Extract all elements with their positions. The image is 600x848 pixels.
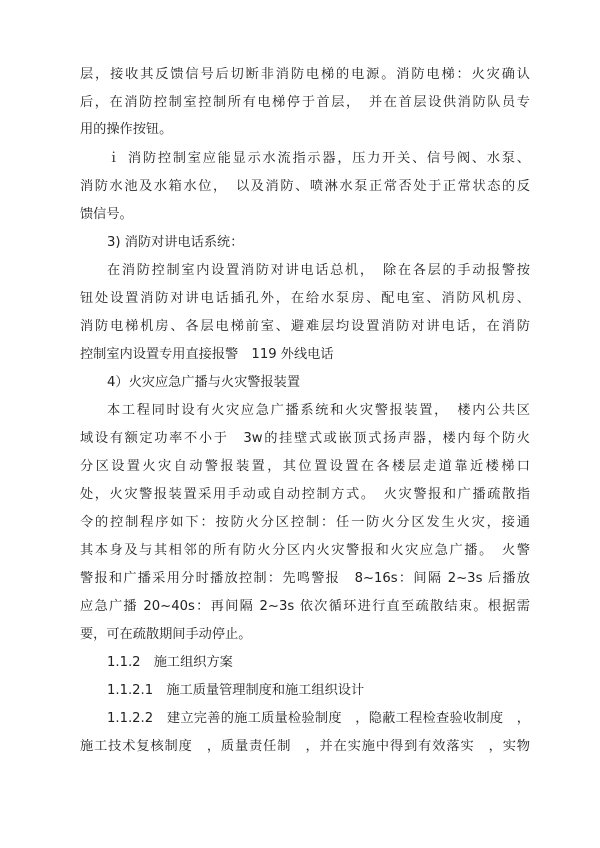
text-line: 钮处设置消防对讲电话插孔外，在给水泵房、配电室、消防风机房、 (80, 291, 530, 306)
text-line: ｉ 消防控制室应能显示水流指示器，压力开关、信号阀、水泵、 (107, 151, 530, 166)
text-line: 警报和广播采用分时播放控制：先鸣警报 8~16s：间隔 2~3s 后播放 (80, 571, 530, 586)
text-line: 消防电梯机房、各层电梯前室、避难层均设置消防对讲电话，在消防 (80, 319, 530, 334)
text-line: 后，在消防控制室控制所有电梯停于首层， 并在首层设供消防队员专 (80, 95, 530, 110)
text-line: 要，可在疏散期间手动停止。 (80, 627, 252, 642)
text-line: 本工程同时设有火灾应急广播系统和火灾警报装置， 楼内公共区 (107, 403, 530, 418)
section-heading: 4）火灾应急广播与火灾警报装置 (107, 375, 301, 390)
text-line: 消防水池及水箱水位， 以及消防、喷淋水泵正常否处于正常状态的反 (80, 179, 530, 194)
text-line: 在消防控制室内设置消防对讲电话总机， 除在各层的手动报警按 (107, 263, 530, 278)
text-line: 分区设置火灾自动警报装置，其位置设置在各楼层走道靠近楼梯口 (80, 459, 530, 474)
text-line: 令的控制程序如下：按防火分区控制：任一防火分区发生火灾，接通 (80, 515, 530, 530)
text-line: 施工技术复核制度 ，质量责任制 ，并在实施中得到有效落实 ，实物 (80, 739, 530, 754)
text-line: 1.1.2.2 建立完善的施工质量检验制度 ，隐蔽工程检查验收制度 ， (107, 711, 530, 726)
text-line: 域设有额定功率不小于 3w的挂壁式或嵌顶式扬声器，楼内每个防火 (80, 431, 530, 446)
text-line: 应急广播 20~40s：再间隔 2~3s 依次循环进行直至疏散结束。根据需 (80, 599, 530, 614)
text-line: 层，接收其反馈信号后切断非消防电梯的电源。消防电梯：火灾确认 (80, 67, 530, 82)
section-heading: 3) 消防对讲电话系统： (107, 235, 244, 250)
text-line: 馈信号。 (80, 207, 133, 222)
section-heading: 1.1.2 施工组织方案 (107, 655, 233, 670)
text-line: 控制室内设置专用直接报警 119 外线电话 (80, 347, 334, 362)
text-line: 用的操作按钮。 (80, 122, 173, 137)
text-line: 处，火灾警报装置采用手动或自动控制方式。 火灾警报和广播疏散指 (80, 487, 530, 502)
section-heading: 1.1.2.1 施工质量管理制度和施工组织设计 (107, 683, 365, 698)
text-line: 其本身及与其相邻的所有防火分区内火灾警报和火灾应急广播。 火警 (80, 543, 530, 558)
